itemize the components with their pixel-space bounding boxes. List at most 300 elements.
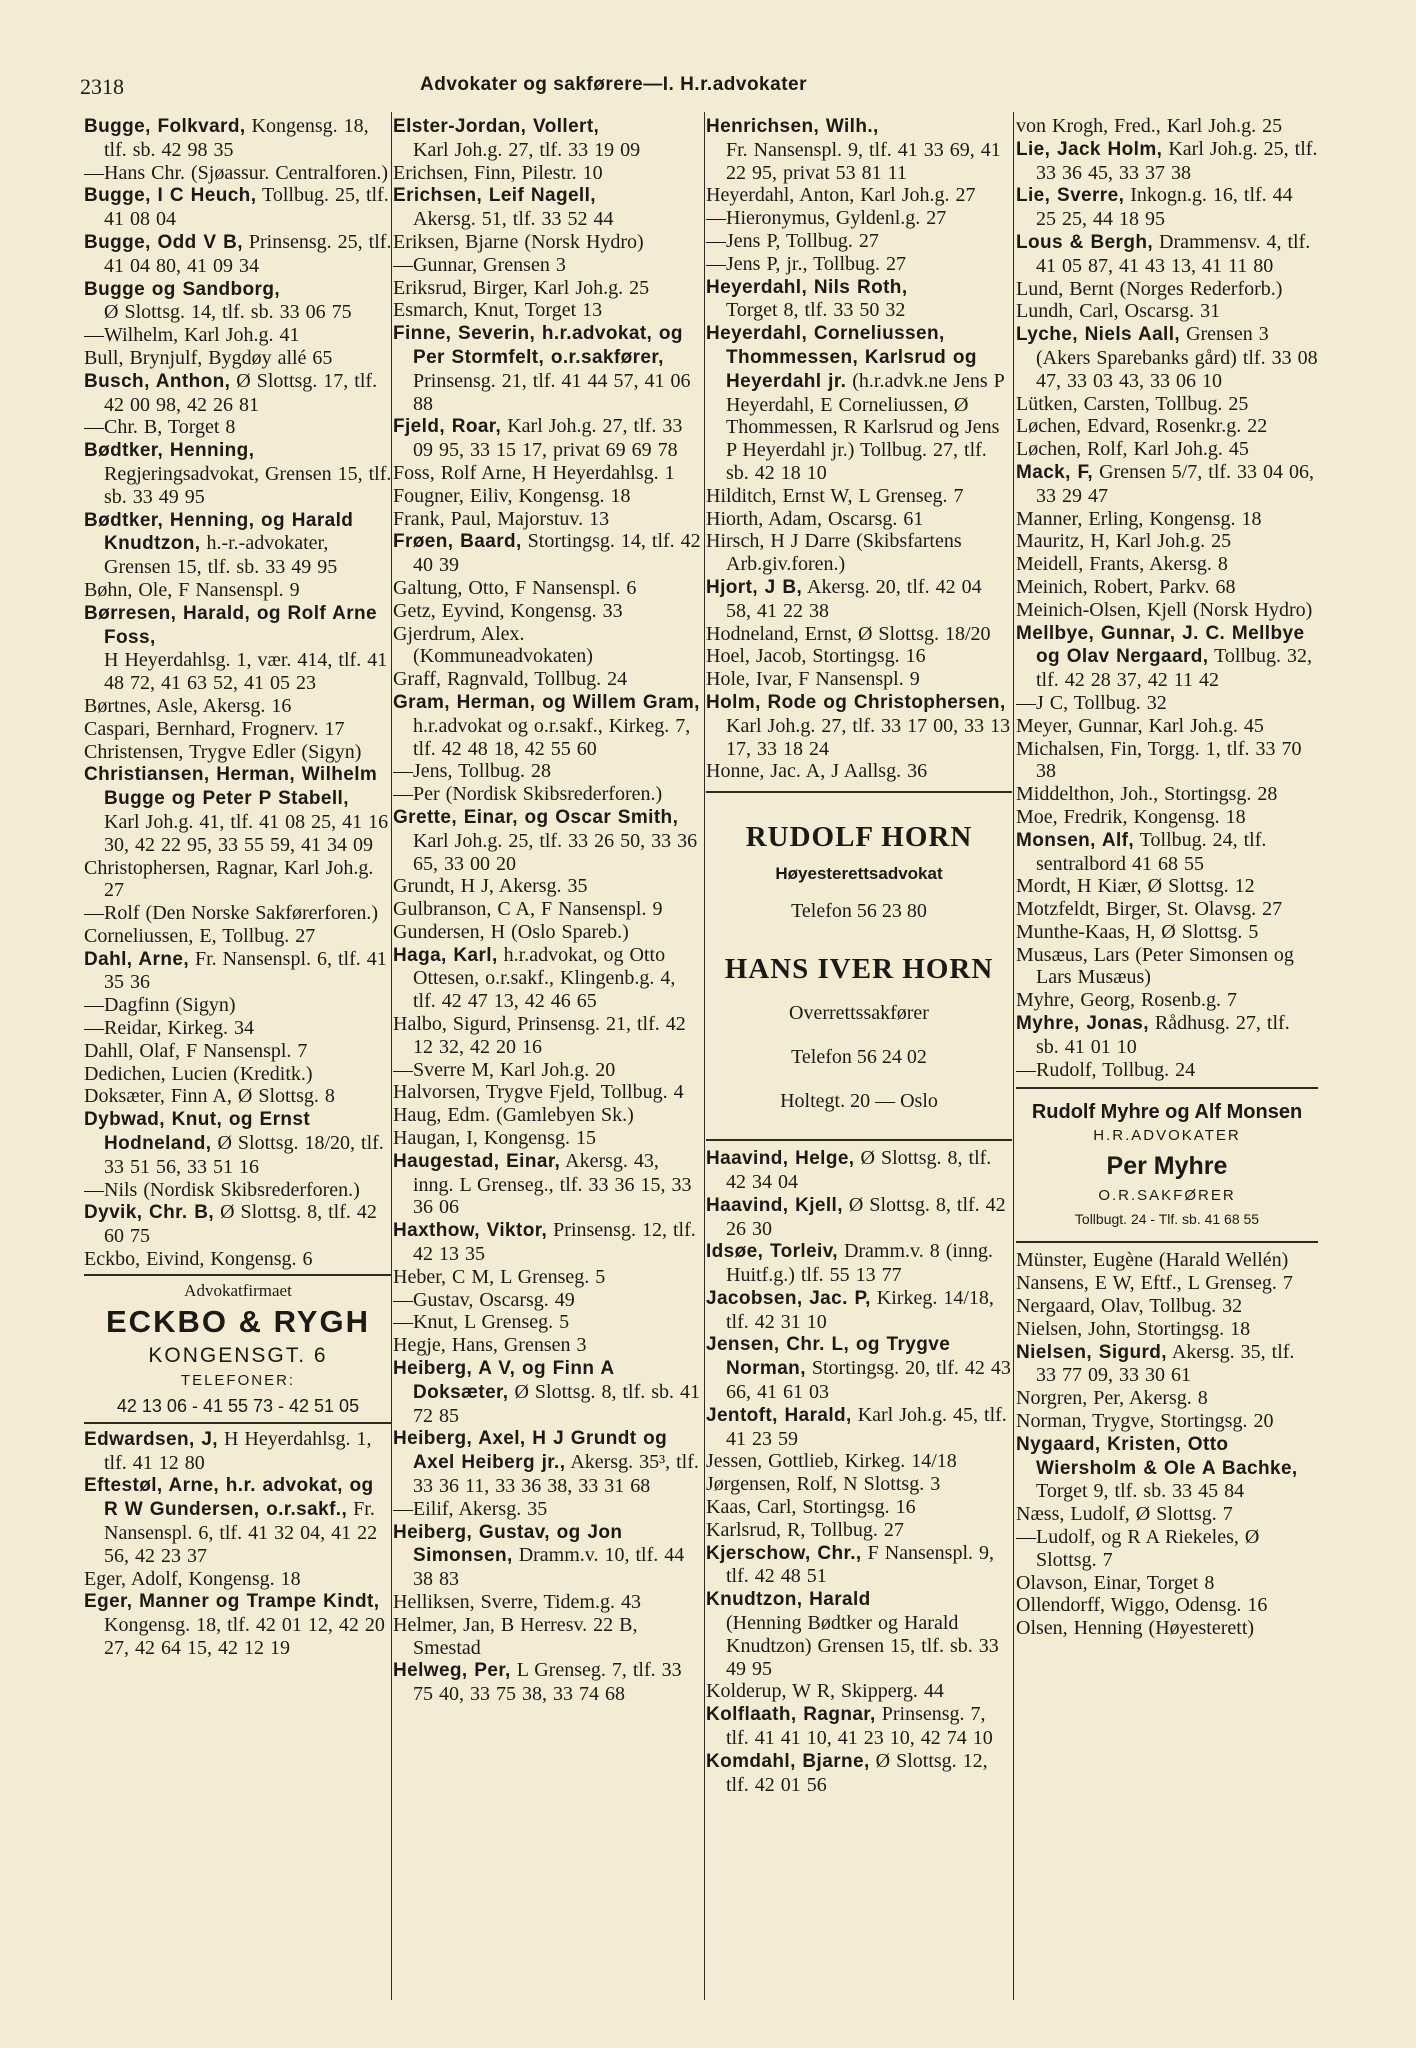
advertisement-horn: [706, 791, 1012, 1141]
directory-entry: [1016, 1059, 1318, 1082]
directory-entry: [1016, 530, 1318, 553]
entry-details: Norman, Trygve, Stortingsg. 20: [1016, 1410, 1274, 1433]
directory-entry: [1016, 300, 1318, 323]
entry-details: Meidell, Frants, Akersg. 8: [1016, 553, 1228, 576]
directory-entry: [706, 1496, 1012, 1519]
directory-entry: [84, 184, 392, 231]
directory-entry: [393, 1266, 704, 1289]
entry-details: Hodneland, Ernst, Ø Slottsg. 18/20: [706, 622, 991, 645]
entry-details: Karl Joh.g. 41, tlf. 41 08 25, 41 16 30, 42 22 95, 33 55 59, 41 34 09: [104, 810, 389, 856]
directory-entry: [393, 1059, 704, 1082]
entry-name: Haga, Karl,: [393, 944, 498, 966]
entry-details: Munthe-Kaas, H, Ø Slottsg. 5: [1016, 920, 1259, 943]
entry-details: —Chr. B, Torget 8: [84, 416, 236, 439]
entry-name: Idsøe, Torleiv,: [706, 1241, 838, 1263]
directory-entry: [1016, 1526, 1318, 1572]
entry-name: Knudtzon, Harald: [706, 1589, 871, 1611]
directory-entry: [393, 254, 704, 277]
directory-entry: [84, 416, 392, 439]
entry-details: Gundersen, H (Oslo Spareb.): [393, 920, 629, 943]
directory-entry: [1016, 1572, 1318, 1595]
column-2: [393, 115, 704, 2015]
directory-entry: [706, 623, 1012, 646]
directory-entry: [706, 508, 1012, 531]
entry-details: Christensen, Trygve Edler (Sigyn): [84, 740, 362, 763]
entry-name: Jentoft, Harald,: [706, 1404, 852, 1426]
entry-details: Nielsen, John, Stortingsg. 18: [1016, 1317, 1251, 1340]
entry-name: Bugge og Sandborg,: [84, 278, 281, 300]
entry-details: Middelthon, Joh., Stortingsg. 28: [1016, 783, 1278, 806]
entry-details: Lund, Bernt (Norges Rederforb.): [1016, 277, 1283, 300]
entry-details: Olsen, Henning (Høyesterett): [1016, 1617, 1255, 1640]
directory-entry: [393, 1289, 704, 1312]
directory-entry: [84, 509, 392, 579]
entry-details: Bull, Brynjulf, Bygdøy allé 65: [84, 346, 333, 369]
entry-name: Elster-Jordan, Vollert,: [393, 116, 600, 137]
directory-entry: [84, 763, 392, 856]
directory-entry: [393, 1659, 704, 1706]
entry-details: Mauritz, H, Karl Joh.g. 25: [1016, 530, 1232, 553]
entry-details: Myhre, Georg, Rosenb.g. 7: [1016, 989, 1237, 1012]
entry-details: Hoel, Jacob, Stortingsg. 16: [706, 645, 926, 668]
directory-entry: [84, 1248, 392, 1271]
entry-details: Ø Slottsg. 14, tlf. sb. 33 06 75: [104, 301, 352, 324]
directory-entry: [84, 1474, 392, 1567]
entry-details: Kolderup, W R, Skipperg. 44: [706, 1680, 944, 1703]
entry-details: Hiorth, Adam, Oscarsg. 61: [706, 507, 924, 530]
entry-details: Ø Slottsg. 8, tlf. 42 26 30: [726, 1193, 1006, 1240]
entry-details: Akersg. 35³, tlf. 33 36 11, 33 36 38, 33 31 68: [413, 1451, 699, 1498]
entry-details: Karl Joh.g. 45, tlf. 41 23 59: [726, 1403, 1007, 1450]
entry-name: Dahl, Arne,: [84, 948, 189, 970]
directory-entry: [1016, 1012, 1318, 1059]
ad-title: O.R.SAKFØRER: [1098, 1187, 1236, 1205]
directory-entry: [84, 925, 392, 948]
entry-name: Helweg, Per,: [393, 1660, 511, 1682]
directory-entry: [1016, 829, 1318, 876]
entry-details: Galtung, Otto, F Nansenspl. 6: [393, 576, 637, 599]
directory-entry: [84, 347, 392, 370]
directory-entry: [393, 115, 704, 162]
entry-name: Heiberg, Gustav, og Jon Simonsen,: [393, 1521, 623, 1567]
entry-details: —Hieronymus, Gyldenl.g. 27: [706, 207, 947, 230]
page-number: 2318: [80, 74, 124, 99]
directory-entry: [1016, 184, 1318, 231]
entry-details: Akersg. 43, inng. L Grenseg., tlf. 33 36 15, 33 36 06: [413, 1149, 692, 1219]
entry-name: Bødtker, Henning, og Harald Knudtzon,: [84, 509, 354, 555]
entry-details: Stortingsg. 20, tlf. 42 43 66, 41 61 03: [726, 1357, 1011, 1404]
directory-entry: [1016, 438, 1318, 461]
entry-details: Grensen 5/7, tlf. 33 04 06, 33 29 47: [1036, 460, 1315, 507]
directory-entry: [706, 207, 1012, 230]
entry-details: Torget 9, tlf. sb. 33 45 84: [1036, 1480, 1245, 1503]
entry-details: —Rudolf, Tollbug. 24: [1016, 1058, 1196, 1081]
entry-name: Børresen, Harald, og Rolf Arne Foss,: [84, 602, 377, 648]
directory-entry: [706, 115, 1012, 184]
entry-list: [706, 1147, 1012, 1796]
entry-details: Regjeringsadvokat, Grensen 15, tlf. sb. 33 49 95: [104, 462, 392, 508]
entry-details: Manner, Erling, Kongensg. 18: [1016, 507, 1262, 530]
directory-entry: [706, 645, 1012, 668]
directory-entry: [1016, 944, 1318, 990]
directory-entry: [706, 576, 1012, 623]
entry-name: Eftestøl, Arne, h.r. advokat, og R W Gundersen, o.r.sakf.,: [84, 1475, 374, 1521]
entry-details: Gjerdrum, Alex. (Kommuneadvokaten): [393, 622, 593, 668]
entry-details: Lundh, Carl, Oscarsg. 31: [1016, 300, 1221, 323]
ad-phones: 42 13 06 - 41 55 73 - 42 51 05: [116, 1395, 360, 1416]
entry-name: Kjerschow, Chr.,: [706, 1542, 862, 1564]
entry-details: h.-r.-advokater, Grensen 15, tlf. sb. 33 49 95: [104, 532, 338, 579]
entry-details: Halbo, Sigurd, Prinsensg. 21, tlf. 42 12 32, 42 20 16: [393, 1013, 686, 1058]
directory-entry: [393, 1427, 704, 1497]
entry-details: Næss, Ludolf, Ø Slottsg. 7: [1016, 1503, 1233, 1526]
directory-entry: [1016, 921, 1318, 944]
directory-entry: [1016, 115, 1318, 138]
entry-details: Olavson, Einar, Torget 8: [1016, 1571, 1215, 1594]
entry-details: Ollendorff, Wiggo, Odensg. 16: [1016, 1594, 1268, 1617]
directory-entry: [706, 1519, 1012, 1542]
directory-entry: [706, 1703, 1012, 1750]
entry-details: Bøhn, Ole, F Nansenspl. 9: [84, 578, 300, 601]
directory-entry: [1016, 806, 1318, 829]
entry-details: —Per (Nordisk Skibsrederforen.): [393, 783, 663, 806]
entry-details: —Jens P, jr., Tollbug. 27: [706, 252, 907, 275]
entry-details: Moe, Fredrik, Kongensg. 18: [1016, 805, 1246, 828]
directory-entry: [706, 1333, 1012, 1403]
directory-entry: [84, 115, 392, 162]
entry-details: Getz, Eyvind, Kongensg. 33: [393, 599, 623, 622]
directory-entry: [706, 1473, 1012, 1496]
entry-details: Foss, Rolf Arne, H Heyerdahlsg. 1: [393, 461, 675, 484]
directory-entry: [84, 1108, 392, 1178]
ad-title: H.R.ADVOKATER: [1093, 1127, 1241, 1145]
directory-entry: [1016, 875, 1318, 898]
entry-name: Monsen, Alf,: [1016, 829, 1135, 851]
directory-entry: [393, 485, 704, 508]
entry-name: Busch, Anthon,: [84, 370, 231, 392]
entry-details: Lütken, Carsten, Tollbug. 25: [1016, 392, 1249, 415]
entry-details: Corneliussen, E, Tollbug. 27: [84, 924, 316, 947]
entry-details: Karl Joh.g. 27, tlf. 33 09 95, 33 15 17, privat 69 69 78: [413, 415, 683, 462]
directory-entry: [706, 1404, 1012, 1451]
entry-details: Prinsensg. 12, tlf. 42 13 35: [413, 1219, 696, 1266]
entry-details: Musæus, Lars (Peter Simonsen og Lars Musæus): [1016, 943, 1294, 989]
entry-name: Frøen, Baard,: [393, 531, 522, 553]
directory-entry: [393, 162, 704, 185]
ad-firm-name: Rudolf Myhre og Alf Monsen: [1031, 1101, 1303, 1124]
directory-entry: [84, 1428, 392, 1475]
directory-entry: [84, 1590, 392, 1659]
entry-details: Fr. Nansenspl. 9, tlf. 41 33 69, 41 22 95, privat 53 81 11: [726, 138, 1001, 184]
directory-entry: [84, 370, 392, 417]
entry-details: von Krogh, Fred., Karl Joh.g. 25: [1016, 115, 1283, 137]
directory-entry: [84, 231, 392, 278]
entry-details: Løchen, Edvard, Rosenkr.g. 22: [1016, 415, 1268, 438]
entry-details: Münster, Eugène (Harald Wellén): [1016, 1249, 1289, 1272]
directory-entry: [393, 623, 704, 669]
entry-details: h.r.advokat, og Otto Ottesen, o.r.sakf., Klingenb.g. 4, tlf. 42 47 13, 42 46 65: [413, 943, 676, 1013]
directory-entry: [393, 277, 704, 300]
entry-details: Helmer, Jan, B Herresv. 22 B, Smestad: [393, 1613, 638, 1659]
entry-details: —Ludolf, og R A Riekeles, Ø Slottsg. 7: [1016, 1526, 1260, 1571]
directory-entry: [393, 415, 704, 462]
directory-entry: [393, 875, 704, 898]
entry-details: Karl Joh.g. 27, tlf. 33 19 09: [413, 138, 641, 161]
directory-entry: [84, 1063, 392, 1086]
entry-details: Prinsensg. 7, tlf. 41 41 10, 41 23 10, 42 74 10: [726, 1703, 993, 1750]
directory-entry: [393, 1357, 704, 1427]
directory-entry: [1016, 898, 1318, 921]
directory-entry: [1016, 1594, 1318, 1617]
directory-entry: [706, 230, 1012, 253]
entry-details: Ø Slottsg. 8, tlf. sb. 41 72 85: [413, 1380, 701, 1427]
entry-name: Komdahl, Bjarne,: [706, 1750, 870, 1772]
entry-details: Heber, C M, L Grenseg. 5: [393, 1265, 606, 1288]
directory-entry: [706, 691, 1012, 760]
entry-details: Løchen, Rolf, Karl Joh.g. 45: [1016, 438, 1249, 461]
directory-entry: [393, 1127, 704, 1150]
directory-entry: [1016, 576, 1318, 599]
directory-entry: [706, 1240, 1012, 1287]
entry-details: Rådhusg. 27, tlf. sb. 41 01 10: [1036, 1012, 1290, 1058]
directory-entry: [1016, 715, 1318, 738]
directory-entry: [84, 579, 392, 602]
directory-entry: [84, 1179, 392, 1202]
entry-name: Haavind, Kjell,: [706, 1194, 843, 1216]
ad-phone: Telefon 56 23 80: [791, 900, 927, 923]
entry-name: Dyvik, Chr. B,: [84, 1202, 215, 1224]
column-divider: [1013, 112, 1014, 2000]
entry-details: Stortingsg. 14, tlf. 42 40 39: [413, 530, 701, 577]
directory-entry: [84, 1568, 392, 1591]
directory-entry: [1016, 783, 1318, 806]
directory-entry: [1016, 622, 1318, 692]
entry-details: Ø Slottsg. 12, tlf. 42 01 56: [726, 1749, 988, 1796]
directory-entry: [1016, 1387, 1318, 1410]
ad-phone: Telefon 56 24 02: [791, 1046, 927, 1069]
directory-entry: [706, 485, 1012, 508]
ad-title: Høyesterettsadvokat: [775, 864, 943, 884]
entry-details: Prinsensg. 25, tlf. 41 04 80, 41 09 34: [104, 230, 392, 277]
directory-entry: [393, 1104, 704, 1127]
entry-details: —Jens, Tollbug. 28: [393, 760, 552, 783]
entry-details: Karl Joh.g. 25, tlf. 33 36 45, 33 37 38: [1036, 137, 1318, 184]
directory-entry: [706, 322, 1012, 485]
directory-entry: [393, 898, 704, 921]
entry-details: Akersg. 35, tlf. 33 77 09, 33 30 61: [1036, 1340, 1295, 1387]
directory-entry: [706, 1147, 1012, 1194]
entry-details: Fougner, Eiliv, Kongensg. 18: [393, 484, 631, 507]
entry-name: Haxthow, Viktor,: [393, 1220, 548, 1242]
entry-details: Ø Slottsg. 17, tlf. 42 00 98, 42 26 81: [104, 369, 378, 416]
directory-entry: [84, 902, 392, 925]
directory-entry: [1016, 692, 1318, 715]
entry-name: Gram, Herman, og Willem Gram,: [393, 691, 700, 713]
directory-entry: [706, 1450, 1012, 1473]
entry-details: Dedichen, Lucien (Kreditk.): [84, 1062, 313, 1085]
entry-list: [84, 115, 392, 1271]
directory-entry: [393, 600, 704, 623]
directory-entry: [393, 921, 704, 944]
directory-entry: [393, 1013, 704, 1059]
entry-details: Eriksen, Bjarne (Norsk Hydro): [393, 230, 644, 253]
entry-details: Meinich, Robert, Parkv. 68: [1016, 575, 1236, 598]
directory-entry: [1016, 1272, 1318, 1295]
directory-entry: [393, 1334, 704, 1357]
entry-name: Haavind, Helge,: [706, 1148, 855, 1170]
entry-details: Helliksen, Sverre, Tidem.g. 43: [393, 1591, 641, 1613]
directory-entry: [393, 760, 704, 783]
directory-entry: [1016, 599, 1318, 622]
entry-name: Haugestad, Einar,: [393, 1150, 561, 1172]
entry-details: Jessen, Gottlieb, Kirkeg. 14/18: [706, 1450, 957, 1473]
entry-name: Bugge, Odd V B,: [84, 231, 243, 253]
ad-name-rudolf-horn: RUDOLF HORN: [745, 821, 973, 854]
directory-entry: [706, 1194, 1012, 1241]
entry-details: —Gustav, Oscarsg. 49: [393, 1288, 575, 1311]
entry-name: Fjeld, Roar,: [393, 416, 502, 438]
entry-list: [1016, 115, 1318, 1081]
entry-name: Mack, F,: [1016, 461, 1094, 483]
directory-entry: [1016, 323, 1318, 392]
directory-entry: [706, 760, 1012, 783]
entry-details: Eriksrud, Birger, Karl Joh.g. 25: [393, 276, 650, 299]
entry-details: —Dagfinn (Sigyn): [84, 994, 236, 1017]
entry-details: Haugan, I, Kongensg. 15: [393, 1127, 596, 1150]
entry-name: Eger, Manner og Trampe Kindt,: [84, 1591, 380, 1613]
directory-entry: [393, 530, 704, 577]
entry-name: Heiberg, Axel, H J Grundt og Axel Heiberg jr.,: [393, 1428, 668, 1474]
directory-entry: [706, 1542, 1012, 1589]
directory-entry: [393, 1150, 704, 1219]
directory-entry: [1016, 508, 1318, 531]
entry-details: Karl Joh.g. 25, tlf. 33 26 50, 33 36 65, 33 00 20: [413, 829, 698, 875]
entry-name: Bødtker, Henning,: [84, 440, 255, 462]
ad-address: Holtegt. 20 — Oslo: [780, 1090, 938, 1113]
entry-list: [393, 115, 704, 1706]
directory-entry: [706, 1680, 1012, 1703]
entry-details: Akersg. 51, tlf. 33 52 44: [413, 208, 614, 231]
entry-details: Hirsch, H J Darre (Skibsfartens Arb.giv.foren.): [706, 530, 962, 576]
entry-details: Ø Slottsg. 8, tlf. 42 60 75: [104, 1201, 377, 1248]
entry-details: (h.r.advk.ne Jens P Heyerdahl, E Corneliussen, Ø Thommessen, R Karlsrud og Jens P Heyerdahl jr.) Tollbug. 27, tlf. sb. 42 18 10: [726, 369, 1005, 484]
directory-entry: [1016, 738, 1318, 784]
entry-details: Esmarch, Knut, Torget 13: [393, 299, 603, 322]
directory-entry: [84, 278, 392, 325]
directory-entry: [84, 324, 392, 347]
entry-details: Frank, Paul, Majorstuv. 13: [393, 507, 610, 530]
directory-entry: [1016, 415, 1318, 438]
entry-name: Kolflaath, Ragnar,: [706, 1704, 876, 1726]
directory-entry: [393, 1219, 704, 1266]
ad-phones-label: TELEFONER:: [180, 1371, 296, 1389]
directory-entry: [706, 1750, 1012, 1797]
entry-details: Hole, Ivar, F Nansenspl. 9: [706, 668, 920, 691]
entry-details: Haug, Edm. (Gamlebyen Sk.): [393, 1104, 634, 1127]
entry-details: —Gunnar, Grensen 3: [393, 253, 566, 276]
entry-details: Akersg. 20, tlf. 42 04 58, 41 22 38: [726, 575, 982, 622]
entry-details: —Wilhelm, Karl Joh.g. 41: [84, 324, 300, 347]
entry-details: Meinich-Olsen, Kjell (Norsk Hydro): [1016, 598, 1313, 621]
directory-entry: [393, 783, 704, 806]
entry-name: Jacobsen, Jac. P,: [706, 1287, 871, 1309]
directory-entry: [84, 741, 392, 764]
directory-entry: [1016, 1249, 1318, 1272]
entry-details: Michalsen, Fin, Torgg. 1, tlf. 33 70 38: [1016, 737, 1302, 783]
directory-entry: [1016, 231, 1318, 278]
entry-details: Meyer, Gunnar, Karl Joh.g. 45: [1016, 714, 1264, 737]
entry-name: Grette, Einar, og Oscar Smith,: [393, 806, 679, 828]
directory-entry: [84, 718, 392, 741]
entry-details: Inkogn.g. 16, tlf. 44 25 25, 44 18 95: [1036, 184, 1293, 231]
entry-details: —Eilif, Akersg. 35: [393, 1497, 548, 1520]
entry-details: H Heyerdahlsg. 1, vær. 414, tlf. 41 48 72, 41 63 52, 41 05 23: [104, 649, 388, 695]
entry-details: F Nansenspl. 9, tlf. 42 48 51: [726, 1541, 995, 1588]
directory-entry: [393, 1311, 704, 1334]
entry-name: Lous & Bergh,: [1016, 231, 1154, 253]
page-title: Advokater og sakførere—I. H.r.advokater: [420, 74, 807, 95]
directory-entry: [84, 439, 392, 508]
directory-entry: [393, 1498, 704, 1521]
directory-entry: [1016, 989, 1318, 1012]
entry-details: Kongensg. 18, tlf. 42 01 12, 42 20 27, 42 64 15, 42 12 19: [104, 1614, 385, 1660]
ad-heading: Advokatfirmaet: [184, 1280, 292, 1300]
entry-details: Dramm.v. 10, tlf. 44 38 83: [413, 1544, 685, 1591]
directory-entry: [393, 1591, 704, 1614]
entry-details: Jørgensen, Rolf, N Slottsg. 3: [706, 1473, 941, 1496]
entry-name: Jensen, Chr. L, og Trygve Norman,: [706, 1334, 951, 1380]
directory-entry: [84, 695, 392, 718]
entry-name: Nielsen, Sigurd,: [1016, 1341, 1167, 1363]
directory-entry: [393, 944, 704, 1013]
entry-list: [706, 115, 1012, 783]
entry-name: Dybwad, Knut, og Ernst Hodneland,: [84, 1109, 311, 1155]
directory-entry: [84, 1201, 392, 1248]
entry-details: Eckbo, Eivind, Kongensg. 6: [84, 1248, 313, 1271]
entry-details: Tollbug. 32, tlf. 42 28 37, 42 11 42: [1036, 645, 1313, 692]
entry-name: Hjort, J B,: [706, 576, 803, 598]
directory-entry: [1016, 1341, 1318, 1388]
entry-details: Hilditch, Ernst W, L Grenseg. 7: [706, 484, 964, 507]
directory-entry: [393, 299, 704, 322]
directory-entry: [706, 1588, 1012, 1680]
directory-entry: [1016, 1410, 1318, 1433]
entry-details: Karl Joh.g. 27, tlf. 33 17 00, 33 13 17, 33 18 24: [726, 714, 1011, 760]
entry-list: [1016, 1249, 1318, 1640]
directory-entry: [84, 1085, 392, 1108]
entry-details: Caspari, Bernhard, Frognerv. 17: [84, 717, 345, 740]
entry-details: —J C, Tollbug. 32: [1016, 691, 1167, 714]
entry-details: —Jens P, Tollbug. 27: [706, 229, 879, 252]
directory-entry: [706, 276, 1012, 323]
entry-details: Dahll, Olaf, F Nansenspl. 7: [84, 1039, 308, 1062]
directory-entry: [1016, 1503, 1318, 1526]
directory-entry: [1016, 1433, 1318, 1503]
entry-details: Mordt, H Kiær, Ø Slottsg. 12: [1016, 875, 1255, 898]
column-1: [84, 115, 392, 1990]
entry-details: —Hans Chr. (Sjøassur. Centralforen.): [84, 161, 389, 184]
entry-details: Kaas, Carl, Stortingsg. 16: [706, 1496, 916, 1519]
directory-entry: [1016, 461, 1318, 508]
entry-details: Kirkeg. 14/18, tlf. 42 31 10: [726, 1286, 994, 1333]
ad-firm-name: ECKBO & RYGH: [106, 1303, 370, 1339]
advertisement-eckbo-rygh: [84, 1274, 392, 1424]
directory-entry: [84, 1017, 392, 1040]
entry-details: Ø Slottsg. 8, tlf. 42 34 04: [726, 1147, 992, 1193]
entry-details: Graff, Ragnvald, Tollbug. 24: [393, 668, 628, 691]
entry-name: Lie, Sverre,: [1016, 185, 1125, 207]
directory-entry: [393, 1081, 704, 1104]
